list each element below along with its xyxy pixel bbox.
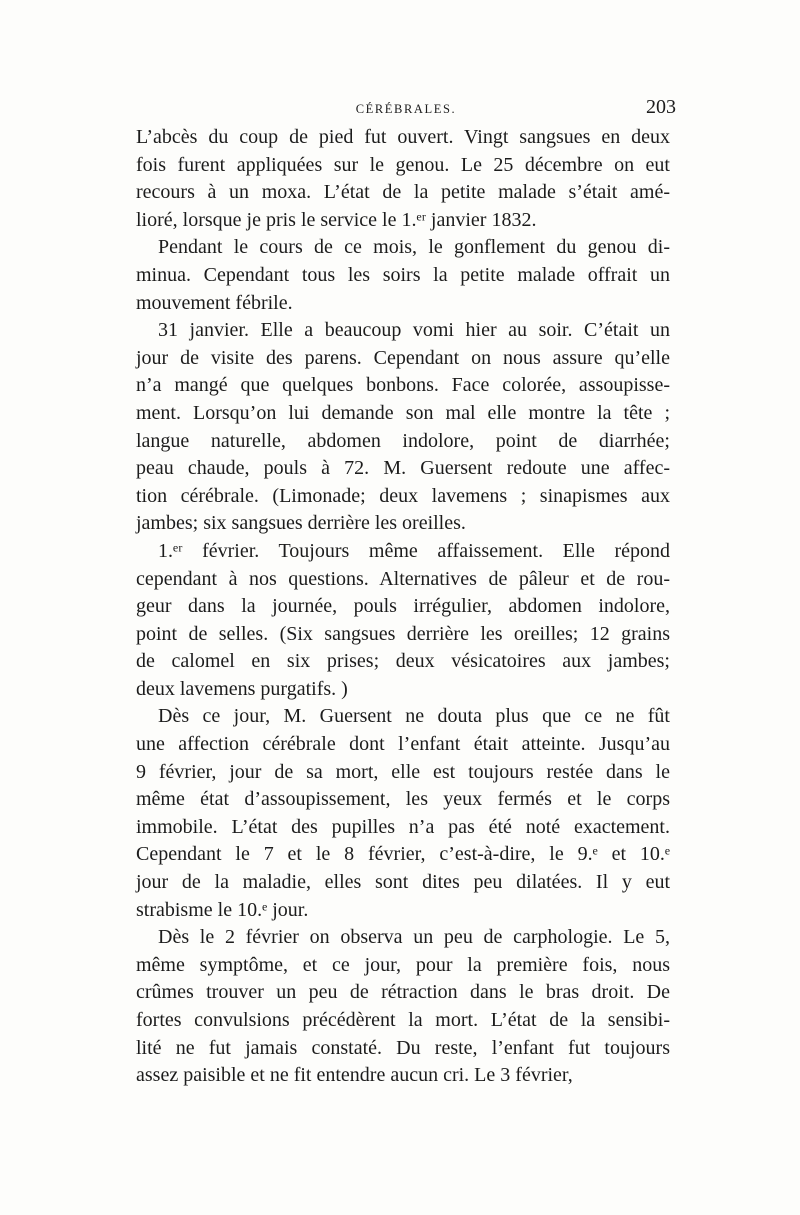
text-line: Cependant le 7 et le 8 février, c’est-à-dire, le 9.ᵉ et 10.ᵉ	[136, 843, 670, 866]
text-line: même symptôme, et ce jour, pour la première fois, nous	[136, 953, 670, 976]
paragraph	[136, 234, 670, 317]
text-line: n’a mangé que quelques bonbons. Face colorée, assoupisse-	[136, 374, 670, 397]
text-line: Dès le 2 février on observa un peu de carphologie. Le 5,	[158, 926, 670, 949]
page-body	[136, 124, 670, 1090]
paragraph	[136, 924, 670, 1090]
text-line: deux lavemens purgatifs. )	[136, 677, 348, 700]
text-line: jour de la maladie, elles sont dites peu dilatées. Il y eut	[136, 871, 670, 894]
page-number: 203	[646, 96, 676, 118]
text-line: une affection cérébrale dont l’enfant était atteinte. Jusqu’au	[136, 733, 670, 756]
paragraph	[136, 317, 670, 538]
text-line: mouvement fébrile.	[136, 291, 293, 314]
text-line: recours à un moxa. L’état de la petite malade s’était amé-	[136, 181, 670, 204]
text-line: cependant à nos questions. Alternatives de pâleur et de rou-	[136, 567, 670, 590]
text-line: peau chaude, pouls à 72. M. Guersent redoute une affec-	[136, 457, 670, 480]
text-line: fois furent appliquées sur le genou. Le 25 décembre on eut	[136, 153, 670, 176]
text-line: de calomel en six prises; deux vésicatoires aux jambes;	[136, 650, 670, 673]
paragraph	[136, 703, 670, 924]
text-line: assez paisible et ne fit entendre aucun cri. Le 3 février,	[136, 1064, 573, 1087]
text-line: point de selles. (Six sangsues derrière les oreilles; 12 grains	[136, 622, 670, 645]
text-line: langue naturelle, abdomen indolore, point de diarrhée;	[136, 429, 670, 452]
text-line: crûmes trouver un peu de rétraction dans le bras droit. De	[136, 981, 670, 1004]
text-line: strabisme le 10.ᵉ jour.	[136, 898, 309, 921]
text-line: minua. Cependant tous les soirs la petite malade offrait un	[136, 263, 670, 286]
text-line: jambes; six sangsues derrière les oreilles.	[136, 512, 466, 535]
text-line: Pendant le cours de ce mois, le gonflement du genou di-	[158, 236, 670, 259]
text-line: 9 février, jour de sa mort, elle est toujours restée dans le	[136, 760, 670, 783]
text-line: jour de visite des parens. Cependant on nous assure qu’elle	[136, 346, 670, 369]
text-line: lioré, lorsque je pris le service le 1.ᵉʳ janvier 1832.	[136, 208, 537, 231]
text-line: lité ne fut jamais constaté. Du reste, l’enfant fut toujours	[136, 1036, 670, 1059]
text-line: immobile. L’état des pupilles n’a pas été noté exactement.	[136, 815, 670, 838]
text-line: 1.ᵉʳ février. Toujours même affaissement. Elle répond	[158, 539, 670, 562]
running-head: CÉRÉBRALES.	[355, 102, 457, 116]
text-line: geur dans la journée, pouls irrégulier, abdomen indolore,	[136, 595, 670, 618]
paragraph	[136, 124, 670, 234]
text-line: fortes convulsions précédèrent la mort. L’état de la sensibi-	[136, 1009, 670, 1031]
text-line: 31 janvier. Elle a beaucoup vomi hier au soir. C’était un	[158, 319, 670, 342]
text-line: même état d’assoupissement, les yeux fermés et le corps	[136, 788, 670, 811]
paragraph	[136, 538, 670, 704]
text-line: tion cérébrale. (Limonade; deux lavemens ; sinapismes aux	[136, 484, 670, 507]
text-line: Dès ce jour, M. Guersent ne douta plus que ce ne fût	[158, 705, 670, 728]
text-line: L’abcès du coup de pied fut ouvert. Vingt sangsues en deux	[136, 126, 670, 148]
text-line: ment. Lorsqu’on lui demande son mal elle montre la tête ;	[136, 401, 670, 424]
page-header	[136, 96, 676, 124]
